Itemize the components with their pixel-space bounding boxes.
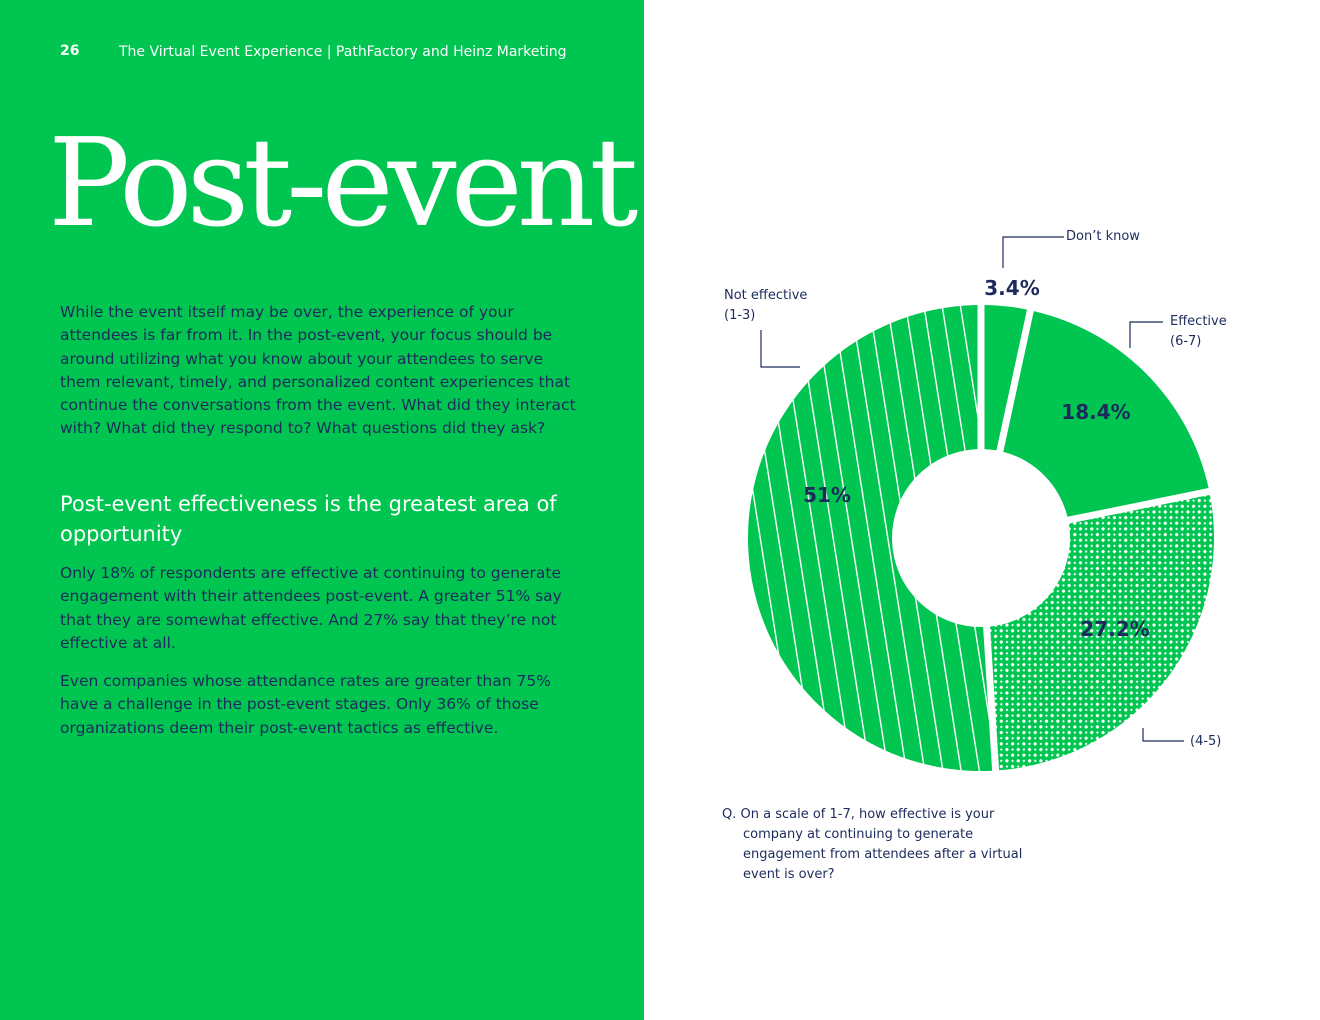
slice-value-label-1: 18.4% xyxy=(1061,400,1131,424)
callout-effective-line2: (6-7) xyxy=(1170,334,1202,349)
slice-value-label-0: 3.4% xyxy=(984,276,1040,300)
callout-not-effective xyxy=(724,286,807,326)
callout-effective-line1: Effective xyxy=(1170,314,1227,329)
section-heading: Post-event effectiveness is the greatest area of opportunity xyxy=(60,492,557,546)
leader-dont-know xyxy=(1003,237,1064,268)
page-number: 26 xyxy=(60,43,80,59)
body-paragraph-2: Even companies whose attendance rates are greater than 75% have a challenge in the post-event stages. Only 36% of those organizations deem their post-event tactics as effective. xyxy=(60,672,551,737)
callout-not-effective-line2: (1-3) xyxy=(724,308,756,323)
page-title: Post-event xyxy=(48,112,633,254)
survey-question: Q. On a scale of 1-7, how effective is your company at continuing to generate engagement from attendees after a virtual event is over? xyxy=(722,807,1023,882)
slice-value-label-3: 51% xyxy=(803,483,851,507)
leader-effective xyxy=(1130,322,1163,348)
leader-not-effective xyxy=(761,330,800,367)
callout-not-effective-line1: Not effective xyxy=(724,288,808,303)
callout-dont-know: Don’t know xyxy=(1066,229,1140,244)
donut-slices xyxy=(748,305,1214,771)
running-header: The Virtual Event Experience | PathFactory and Heinz Marketing xyxy=(119,44,567,60)
slice-3 xyxy=(748,305,992,771)
intro-paragraph: While the event itself may be over, the experience of your attendees is far from it. In the post-event, your focus should be around utilizing what you know about your attendees to serve them relevant, timely, and personalized content experiences that continue the conversations from the event. What did they interact with? What did they respond to? What questions did they ask? xyxy=(60,303,576,438)
callout-mid: (4-5) xyxy=(1190,734,1222,749)
callout-effective xyxy=(1170,312,1227,352)
slice-value-label-2: 27.2% xyxy=(1080,617,1150,641)
leader-mid xyxy=(1143,728,1184,741)
body-paragraph-1: Only 18% of respondents are effective at continuing to generate engagement with their attendees post-event. A greater 51% say that they are somewhat effective. And 27% say that they’re not effective at all. xyxy=(60,564,562,652)
